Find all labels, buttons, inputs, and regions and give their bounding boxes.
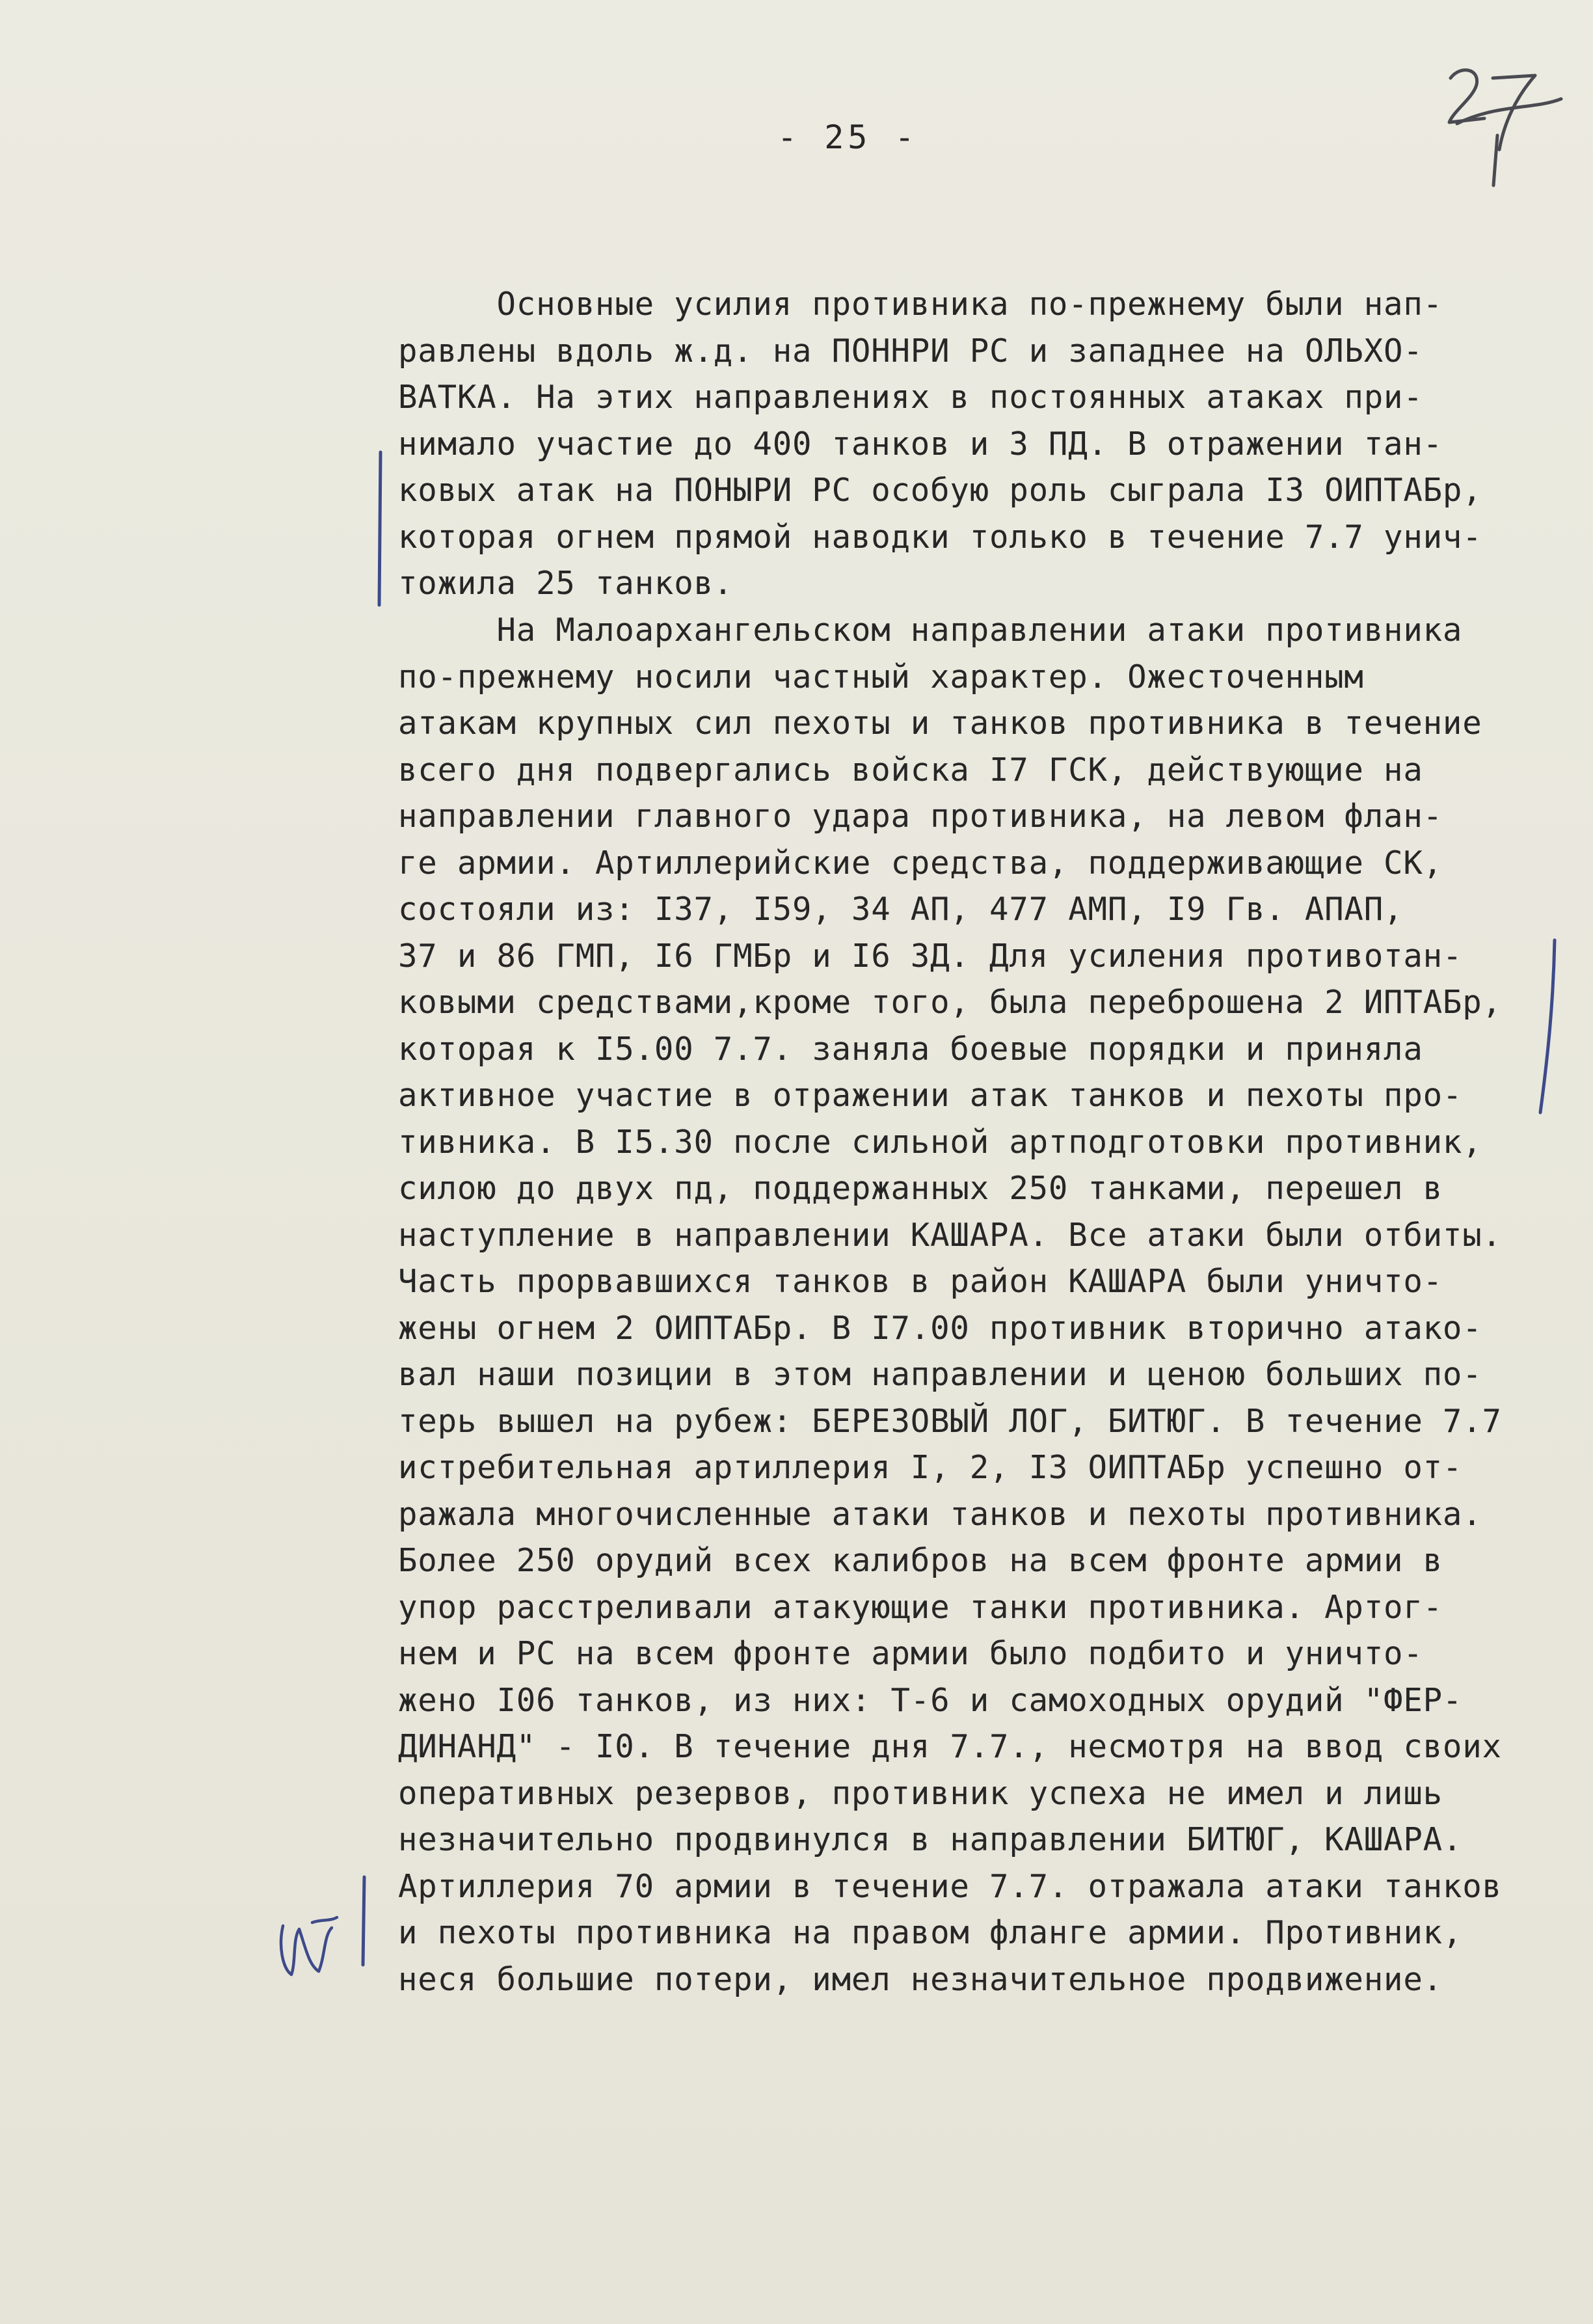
text-line: и пехоты противника на правом фланге армии. Противник, [398,1914,1463,1951]
text-line: жено I06 танков, из них: Т-6 и самоходных орудий "ФЕР- [398,1681,1463,1719]
text-line: Более 250 орудий всех калибров на всем фронте армии в [398,1542,1443,1579]
text-line: активное участие в отражении атак танков и пехоты про- [398,1077,1463,1114]
text-line: Артиллерия 70 армии в течение 7.7. отражала атаки танков [398,1867,1502,1905]
text-line: состояли из: I37, I59, 34 АП, 477 АМП, I9 Гв. АПАП, [398,891,1404,928]
text-line: неся большие потери, имел незначительное продвижение. [398,1960,1443,1998]
archive-folio-mark [1431,59,1574,195]
text-line: ВАТКА. На этих направлениях в постоянных атаках при- [398,379,1423,416]
text-line: ДИНАНД" - I0. В течение дня 7.7., несмотря на ввод своих [398,1728,1502,1765]
body-paragraph-2 [398,607,1502,2003]
text-line: терь вышел на рубеж: БЕРЕЗОВЫЙ ЛОГ, БИТЮГ. В течение 7.7 [398,1402,1502,1440]
text-line: На Малоархангельском направлении атаки противника [398,612,1463,649]
text-line: ковых атак на ПОНЫРИ РС особую роль сыграла I3 ОИПТАБр, [398,472,1482,509]
text-line: нем и РС на всем фронте армии было подбито и уничто- [398,1635,1423,1672]
text-line: атакам крупных сил пехоты и танков противника в течение [398,705,1482,742]
text-line: всего дня подвергались войска I7 ГСК, действующие на [398,751,1423,789]
text-line: 37 и 86 ГМП, I6 ГМБр и I6 ЗД. Для усиления противотан- [398,937,1463,975]
text-line: наступление в направлении КАШАРА. Все атаки были отбиты. [398,1216,1502,1254]
text-line: которая огнем прямой наводки только в течение 7.7 унич- [398,518,1482,556]
text-line: силою до двух пд, поддержанных 250 танками, перешел в [398,1170,1443,1207]
text-line: по-прежнему носили частный характер. Ожесточенным [398,658,1364,696]
margin-mark-left-bottom [356,1874,372,1971]
text-line: Основные усилия противника по-прежнему были нап- [398,286,1443,323]
text-line: тожила 25 танков. [398,565,734,602]
text-line: направлении главного удара противника, на левом флан- [398,798,1443,835]
page-number: - 25 - [777,118,918,156]
body-paragraph-1 [398,281,1482,607]
text-line: Часть прорвавшихся танков в район КАШАРА были уничто- [398,1263,1443,1300]
margin-mark-left-top [374,449,387,612]
text-line: вал наши позиции в этом направлении и ценою больших по- [398,1356,1482,1393]
text-line: жены огнем 2 ОИПТАБр. В I7.00 противник вторично атако- [398,1309,1482,1347]
text-line: оперативных резервов, противник успеха не имел и лишь [398,1774,1443,1812]
text-line: ражала многочисленные атаки танков и пехоты противника. [398,1495,1482,1533]
text-line: нимало участие до 400 танков и 3 ПД. В отражении тан- [398,425,1443,463]
text-line: которая к I5.00 7.7. заняла боевые порядки и приняла [398,1030,1423,1068]
text-line: незначительно продвинулся в направлении БИТЮГ, КАШАРА. [398,1821,1463,1858]
text-line: ге армии. Артиллерийские средства, поддерживающие СК, [398,844,1443,882]
margin-mark-right [1535,937,1561,1119]
text-line: ковыми средствами,кроме того, была переброшена 2 ИПТАБр, [398,984,1502,1021]
text-line: равлены вдоль ж.д. на ПОННРИ РС и западнее на ОЛЬХО- [398,332,1423,370]
text-line: истребительная артиллерия I, 2, I3 ОИПТАБр успешно от- [398,1449,1463,1486]
text-line: тивника. В I5.30 после сильной артподготовки противник, [398,1123,1482,1161]
margin-note-handwritten [273,1910,345,1988]
text-line: упор расстреливали атакующие танки противника. Артог- [398,1588,1443,1626]
